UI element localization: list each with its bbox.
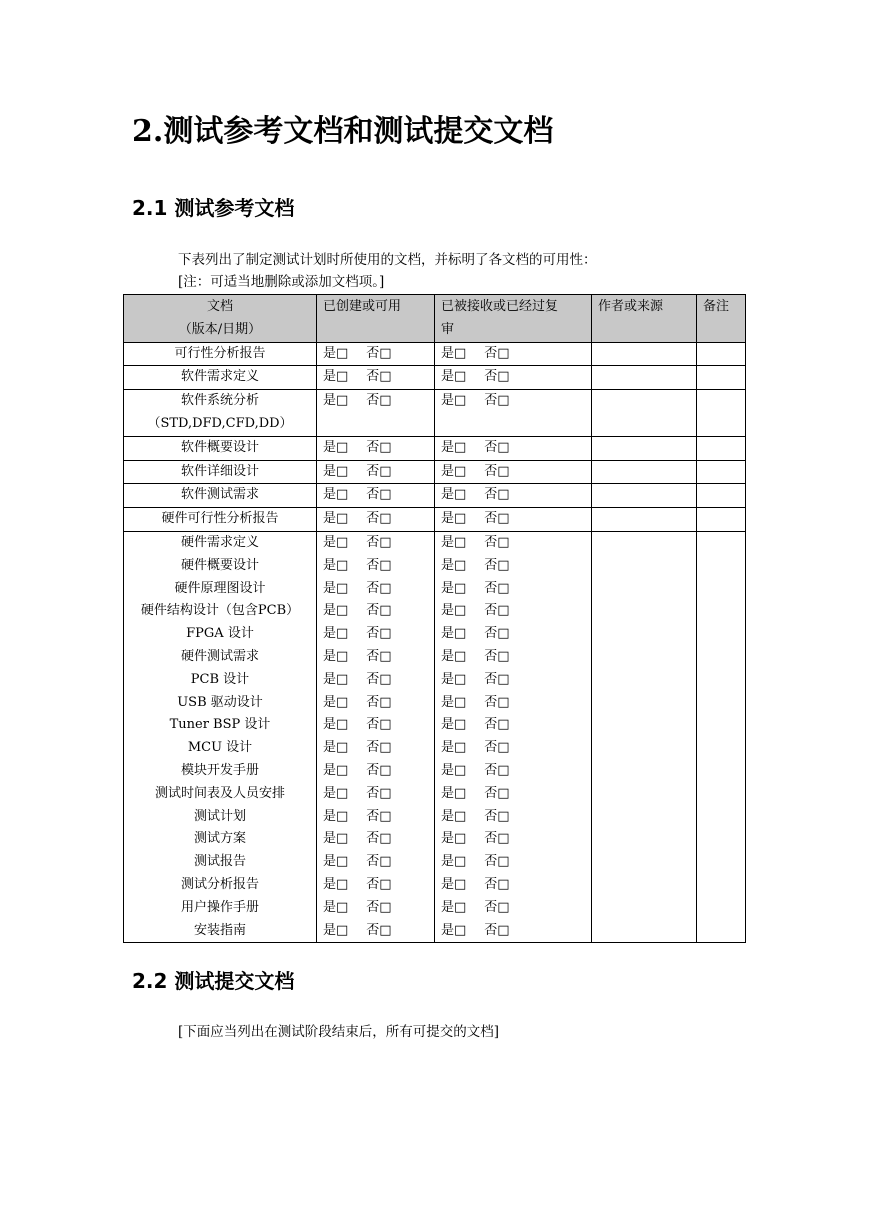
created-yes-checkbox[interactable]: 是□ bbox=[323, 740, 349, 756]
reviewed-yes-checkbox[interactable]: 是□ bbox=[441, 717, 467, 733]
created-yes-checkbox[interactable]: 是□ bbox=[323, 393, 349, 409]
doc-name-item: 测试计划 bbox=[193, 808, 246, 824]
created-no-checkbox[interactable]: 否□ bbox=[366, 717, 392, 733]
reviewed-yes-no bbox=[441, 760, 585, 783]
created-yes-no bbox=[323, 578, 428, 601]
reviewed-yes-checkbox[interactable]: 是□ bbox=[441, 511, 467, 527]
reviewed-cell bbox=[435, 390, 592, 437]
reviewed-yes-checkbox[interactable]: 是□ bbox=[441, 785, 467, 801]
reviewed-cell bbox=[435, 508, 592, 532]
table-row bbox=[124, 342, 746, 366]
author-cell bbox=[592, 436, 697, 460]
created-yes-checkbox[interactable]: 是□ bbox=[323, 487, 349, 503]
doc-name-item: 用户操作手册 bbox=[180, 899, 259, 915]
doc-name-item: 模块开发手册 bbox=[180, 762, 259, 778]
created-no-checkbox[interactable]: 否□ bbox=[366, 626, 392, 642]
author-cell bbox=[592, 531, 697, 942]
created-no-checkbox[interactable]: 否□ bbox=[366, 831, 392, 847]
created-yes-no bbox=[323, 714, 428, 737]
reviewed-no-checkbox[interactable]: 否□ bbox=[484, 876, 510, 892]
reviewed-yes-checkbox[interactable]: 是□ bbox=[441, 762, 467, 778]
section-2-2-title: 2.2 测试提交文档 bbox=[132, 969, 295, 993]
created-no-checkbox[interactable]: 否□ bbox=[366, 557, 392, 573]
reviewed-no-checkbox[interactable]: 否□ bbox=[484, 740, 510, 756]
reviewed-yes-no bbox=[441, 874, 585, 897]
doc-name-item: 测试时间表及人员安排 bbox=[154, 785, 285, 801]
created-yes-no bbox=[323, 437, 428, 460]
reviewed-no-checkbox[interactable]: 否□ bbox=[484, 922, 510, 938]
header-document-line1: 文档 bbox=[206, 299, 233, 314]
reviewed-yes-no bbox=[441, 714, 585, 737]
created-no-checkbox[interactable]: 否□ bbox=[366, 740, 392, 756]
reviewed-yes-no bbox=[441, 851, 585, 874]
created-cell bbox=[317, 484, 435, 508]
reviewed-yes-checkbox[interactable]: 是□ bbox=[441, 854, 467, 870]
doc-name-item: 安装指南 bbox=[193, 922, 246, 938]
reviewed-no-checkbox[interactable]: 否□ bbox=[484, 762, 510, 778]
table-row bbox=[124, 508, 746, 532]
doc-name-item: 硬件原理图设计 bbox=[174, 580, 266, 596]
reviewed-yes-checkbox[interactable]: 是□ bbox=[441, 439, 467, 455]
reviewed-yes-checkbox[interactable]: 是□ bbox=[441, 671, 467, 687]
created-no-checkbox[interactable]: 否□ bbox=[366, 603, 392, 619]
reviewed-yes-no bbox=[441, 669, 585, 692]
reviewed-yes-no bbox=[441, 600, 585, 623]
reviewed-cell bbox=[435, 342, 592, 366]
reviewed-yes-no bbox=[441, 828, 585, 851]
section-2-1-note: [注：可适当地删除或添加文档项。] bbox=[178, 274, 385, 290]
created-cell bbox=[317, 366, 435, 390]
remarks-cell bbox=[697, 484, 746, 508]
reviewed-yes-checkbox[interactable]: 是□ bbox=[441, 808, 467, 824]
doc-name-cell bbox=[124, 531, 317, 942]
reviewed-yes-no bbox=[441, 532, 585, 555]
created-yes-checkbox[interactable]: 是□ bbox=[323, 785, 349, 801]
author-cell bbox=[592, 342, 697, 366]
reviewed-yes-no bbox=[441, 555, 585, 578]
reviewed-no-checkbox[interactable]: 否□ bbox=[484, 439, 510, 455]
created-yes-checkbox[interactable]: 是□ bbox=[323, 345, 349, 361]
doc-name-cell: 软件需求定义 bbox=[124, 366, 317, 390]
created-no-checkbox[interactable]: 否□ bbox=[366, 393, 392, 409]
created-yes-no bbox=[323, 646, 428, 669]
created-yes-no bbox=[323, 555, 428, 578]
created-yes-no bbox=[323, 851, 428, 874]
table-body bbox=[124, 342, 746, 943]
reviewed-cell bbox=[435, 460, 592, 484]
reviewed-yes-no bbox=[441, 484, 585, 507]
created-yes-checkbox[interactable]: 是□ bbox=[323, 439, 349, 455]
created-yes-no bbox=[323, 783, 428, 806]
table-row bbox=[124, 436, 746, 460]
reviewed-yes-checkbox[interactable]: 是□ bbox=[441, 876, 467, 892]
created-no-checkbox[interactable]: 否□ bbox=[366, 534, 392, 550]
remarks-cell bbox=[697, 366, 746, 390]
reviewed-no-checkbox[interactable]: 否□ bbox=[484, 785, 510, 801]
created-yes-checkbox[interactable]: 是□ bbox=[323, 463, 349, 479]
created-no-checkbox[interactable]: 否□ bbox=[366, 854, 392, 870]
remarks-cell bbox=[697, 342, 746, 366]
created-no-checkbox[interactable]: 否□ bbox=[366, 648, 392, 664]
created-yes-checkbox[interactable]: 是□ bbox=[323, 534, 349, 550]
reviewed-yes-checkbox[interactable]: 是□ bbox=[441, 369, 467, 385]
reviewed-yes-no bbox=[441, 623, 585, 646]
doc-name-cell: 软件概要设计 bbox=[124, 436, 317, 460]
created-yes-no bbox=[323, 600, 428, 623]
doc-name-item: MCU 设计 bbox=[187, 740, 253, 756]
created-yes-checkbox[interactable]: 是□ bbox=[323, 626, 349, 642]
created-no-checkbox[interactable]: 否□ bbox=[366, 694, 392, 710]
remarks-cell bbox=[697, 460, 746, 484]
reviewed-yes-checkbox[interactable]: 是□ bbox=[441, 626, 467, 642]
doc-name-item: 测试报告 bbox=[193, 854, 246, 870]
reviewed-yes-no bbox=[441, 692, 585, 715]
created-yes-no bbox=[323, 760, 428, 783]
author-cell bbox=[592, 366, 697, 390]
created-yes-no bbox=[323, 806, 428, 829]
section-2-2-note: [下面应当列出在测试阶段结束后，所有可提交的文档] bbox=[178, 1024, 500, 1040]
doc-name-item: 硬件测试需求 bbox=[180, 648, 259, 664]
created-cell bbox=[317, 508, 435, 532]
doc-name-item: 测试方案 bbox=[193, 831, 246, 847]
reviewed-yes-no bbox=[441, 508, 585, 531]
reviewed-yes-no bbox=[441, 646, 585, 669]
reviewed-yes-checkbox[interactable]: 是□ bbox=[441, 603, 467, 619]
page-title: 2.测试参考文档和测试提交文档 bbox=[132, 114, 554, 149]
reviewed-yes-checkbox[interactable]: 是□ bbox=[441, 831, 467, 847]
created-yes-checkbox[interactable]: 是□ bbox=[323, 694, 349, 710]
created-yes-no bbox=[323, 920, 428, 943]
reviewed-no-checkbox[interactable]: 否□ bbox=[484, 603, 510, 619]
table-row-group bbox=[124, 531, 746, 942]
reviewed-yes-checkbox[interactable]: 是□ bbox=[441, 463, 467, 479]
created-no-checkbox[interactable]: 否□ bbox=[366, 785, 392, 801]
section-2-1-title: 2.1 测试参考文档 bbox=[132, 196, 295, 220]
created-no-checkbox[interactable]: 否□ bbox=[366, 899, 392, 915]
header-reviewed-line1: 已被接收或已经过复 bbox=[441, 299, 559, 314]
reviewed-yes-checkbox[interactable]: 是□ bbox=[441, 345, 467, 361]
created-yes-no bbox=[323, 508, 428, 531]
created-yes-checkbox[interactable]: 是□ bbox=[323, 603, 349, 619]
created-no-checkbox[interactable]: 否□ bbox=[366, 580, 392, 596]
reviewed-yes-no bbox=[441, 437, 585, 460]
header-reviewed-line2: 审 bbox=[441, 321, 455, 337]
reviewed-no-checkbox[interactable]: 否□ bbox=[484, 671, 510, 687]
created-cell bbox=[317, 460, 435, 484]
header-created: 已创建或可用 bbox=[317, 295, 435, 343]
doc-name-item: PCB 设计 bbox=[190, 671, 250, 687]
author-cell bbox=[592, 508, 697, 532]
created-yes-no bbox=[323, 897, 428, 920]
created-yes-no bbox=[323, 623, 428, 646]
reviewed-cell bbox=[435, 531, 592, 942]
table-row bbox=[124, 484, 746, 508]
reviewed-yes-no bbox=[441, 390, 585, 413]
reviewed-yes-checkbox[interactable]: 是□ bbox=[441, 899, 467, 915]
doc-name-item: 测试分析报告 bbox=[180, 876, 259, 892]
created-yes-no bbox=[323, 532, 428, 555]
header-remarks: 备注 bbox=[697, 295, 746, 343]
section-2-1-intro: 下表列出了制定测试计划时所使用的文档，并标明了各文档的可用性： bbox=[178, 252, 597, 268]
reviewed-no-checkbox[interactable]: 否□ bbox=[484, 694, 510, 710]
table-row bbox=[124, 366, 746, 390]
created-no-checkbox[interactable]: 否□ bbox=[366, 369, 392, 385]
reviewed-yes-no bbox=[441, 920, 585, 943]
doc-name-cell bbox=[124, 390, 317, 437]
doc-name-item: Tuner BSP 设计 bbox=[169, 717, 271, 733]
created-no-checkbox[interactable]: 否□ bbox=[366, 876, 392, 892]
header-author: 作者或来源 bbox=[592, 295, 697, 343]
reviewed-yes-no bbox=[441, 578, 585, 601]
reviewed-yes-no bbox=[441, 806, 585, 829]
created-yes-checkbox[interactable]: 是□ bbox=[323, 854, 349, 870]
reviewed-no-checkbox[interactable]: 否□ bbox=[484, 345, 510, 361]
author-cell bbox=[592, 390, 697, 437]
doc-name-line1: 软件系统分析 bbox=[180, 393, 259, 409]
created-yes-checkbox[interactable]: 是□ bbox=[323, 671, 349, 687]
reviewed-no-checkbox[interactable]: 否□ bbox=[484, 534, 510, 550]
reviewed-cell bbox=[435, 484, 592, 508]
created-cell bbox=[317, 531, 435, 942]
table-row bbox=[124, 390, 746, 437]
remarks-cell bbox=[697, 531, 746, 942]
reviewed-no-checkbox[interactable]: 否□ bbox=[484, 487, 510, 503]
doc-name-item: USB 驱动设计 bbox=[177, 694, 263, 710]
created-no-checkbox[interactable]: 否□ bbox=[366, 487, 392, 503]
created-no-checkbox[interactable]: 否□ bbox=[366, 511, 392, 527]
reviewed-yes-no bbox=[441, 343, 585, 366]
reviewed-no-checkbox[interactable]: 否□ bbox=[484, 511, 510, 527]
doc-name-cell: 软件测试需求 bbox=[124, 484, 317, 508]
created-yes-no bbox=[323, 484, 428, 507]
reviewed-yes-no bbox=[441, 897, 585, 920]
created-no-checkbox[interactable]: 否□ bbox=[366, 463, 392, 479]
table-header-row bbox=[124, 295, 746, 343]
reference-docs-table bbox=[123, 294, 746, 943]
reviewed-no-checkbox[interactable]: 否□ bbox=[484, 463, 510, 479]
created-yes-no bbox=[323, 692, 428, 715]
created-yes-no bbox=[323, 390, 428, 413]
reviewed-no-checkbox[interactable]: 否□ bbox=[484, 717, 510, 733]
created-yes-no bbox=[323, 461, 428, 484]
created-yes-no bbox=[323, 366, 428, 389]
reviewed-no-checkbox[interactable]: 否□ bbox=[484, 854, 510, 870]
created-no-checkbox[interactable]: 否□ bbox=[366, 922, 392, 938]
created-yes-no bbox=[323, 828, 428, 851]
reviewed-yes-checkbox[interactable]: 是□ bbox=[441, 557, 467, 573]
created-yes-checkbox[interactable]: 是□ bbox=[323, 580, 349, 596]
doc-name-item: 硬件需求定义 bbox=[180, 534, 259, 550]
created-yes-no bbox=[323, 874, 428, 897]
created-yes-checkbox[interactable]: 是□ bbox=[323, 369, 349, 385]
created-no-checkbox[interactable]: 否□ bbox=[366, 671, 392, 687]
doc-name-cell: 软件详细设计 bbox=[124, 460, 317, 484]
reviewed-no-checkbox[interactable]: 否□ bbox=[484, 831, 510, 847]
reviewed-no-checkbox[interactable]: 否□ bbox=[484, 393, 510, 409]
reviewed-yes-checkbox[interactable]: 是□ bbox=[441, 393, 467, 409]
author-cell bbox=[592, 460, 697, 484]
doc-name-line2: （STD,DFD,CFD,DD） bbox=[147, 415, 293, 431]
reviewed-yes-no bbox=[441, 783, 585, 806]
created-yes-no bbox=[323, 343, 428, 366]
created-yes-checkbox[interactable]: 是□ bbox=[323, 899, 349, 915]
created-no-checkbox[interactable]: 否□ bbox=[366, 808, 392, 824]
created-yes-checkbox[interactable]: 是□ bbox=[323, 876, 349, 892]
doc-name-cell: 硬件可行性分析报告 bbox=[124, 508, 317, 532]
reviewed-cell bbox=[435, 366, 592, 390]
created-yes-checkbox[interactable]: 是□ bbox=[323, 831, 349, 847]
remarks-cell bbox=[697, 508, 746, 532]
reviewed-yes-checkbox[interactable]: 是□ bbox=[441, 534, 467, 550]
created-cell bbox=[317, 436, 435, 460]
header-document bbox=[124, 295, 317, 343]
remarks-cell bbox=[697, 436, 746, 460]
reviewed-yes-checkbox[interactable]: 是□ bbox=[441, 694, 467, 710]
reviewed-no-checkbox[interactable]: 否□ bbox=[484, 626, 510, 642]
created-no-checkbox[interactable]: 否□ bbox=[366, 762, 392, 778]
created-no-checkbox[interactable]: 否□ bbox=[366, 345, 392, 361]
table-row bbox=[124, 460, 746, 484]
doc-name-cell: 可行性分析报告 bbox=[124, 342, 317, 366]
reviewed-yes-no bbox=[441, 366, 585, 389]
created-yes-checkbox[interactable]: 是□ bbox=[323, 922, 349, 938]
reviewed-cell bbox=[435, 436, 592, 460]
created-yes-checkbox[interactable]: 是□ bbox=[323, 648, 349, 664]
doc-name-item: 硬件结构设计（包含PCB） bbox=[140, 603, 300, 619]
reviewed-yes-checkbox[interactable]: 是□ bbox=[441, 487, 467, 503]
created-cell bbox=[317, 342, 435, 366]
created-no-checkbox[interactable]: 否□ bbox=[366, 439, 392, 455]
created-yes-checkbox[interactable]: 是□ bbox=[323, 511, 349, 527]
reviewed-no-checkbox[interactable]: 否□ bbox=[484, 557, 510, 573]
reviewed-yes-no bbox=[441, 737, 585, 760]
created-cell bbox=[317, 390, 435, 437]
created-yes-checkbox[interactable]: 是□ bbox=[323, 762, 349, 778]
doc-name-item: 硬件概要设计 bbox=[180, 557, 259, 573]
created-yes-checkbox[interactable]: 是□ bbox=[323, 717, 349, 733]
created-yes-checkbox[interactable]: 是□ bbox=[323, 557, 349, 573]
reviewed-yes-checkbox[interactable]: 是□ bbox=[441, 740, 467, 756]
reviewed-no-checkbox[interactable]: 否□ bbox=[484, 648, 510, 664]
created-yes-no bbox=[323, 669, 428, 692]
created-yes-checkbox[interactable]: 是□ bbox=[323, 808, 349, 824]
header-document-line2: （版本/日期） bbox=[178, 321, 262, 337]
doc-name-item: FPGA 设计 bbox=[186, 626, 254, 642]
remarks-cell bbox=[697, 390, 746, 437]
reviewed-yes-checkbox[interactable]: 是□ bbox=[441, 648, 467, 664]
reviewed-yes-no bbox=[441, 461, 585, 484]
reviewed-yes-checkbox[interactable]: 是□ bbox=[441, 580, 467, 596]
reviewed-no-checkbox[interactable]: 否□ bbox=[484, 580, 510, 596]
header-reviewed bbox=[435, 295, 592, 343]
reviewed-no-checkbox[interactable]: 否□ bbox=[484, 899, 510, 915]
reviewed-no-checkbox[interactable]: 否□ bbox=[484, 808, 510, 824]
created-yes-no bbox=[323, 737, 428, 760]
reviewed-no-checkbox[interactable]: 否□ bbox=[484, 369, 510, 385]
author-cell bbox=[592, 484, 697, 508]
reviewed-yes-checkbox[interactable]: 是□ bbox=[441, 922, 467, 938]
